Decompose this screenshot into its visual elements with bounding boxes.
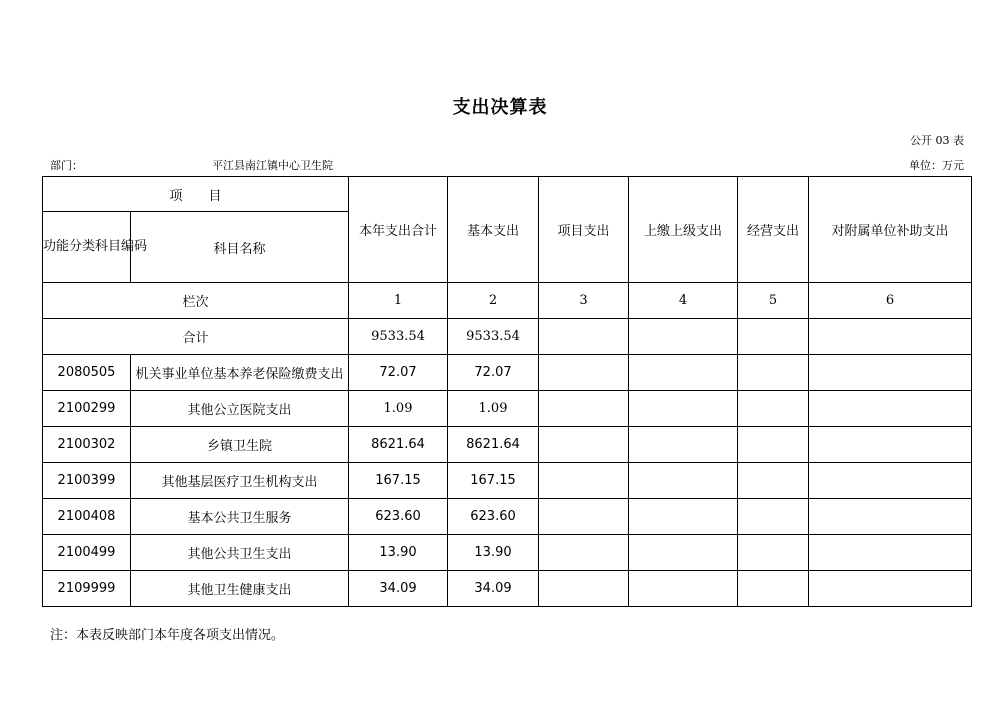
cell-value: 13.90 <box>349 535 448 571</box>
total-row <box>43 319 972 355</box>
cell-value <box>629 571 738 607</box>
func-code: 2080505 <box>43 355 131 391</box>
cell-value <box>738 463 809 499</box>
subject-name: 基本公共卫生服务 <box>131 499 349 535</box>
total-value <box>629 319 738 355</box>
subject-name: 其他卫生健康支出 <box>131 571 349 607</box>
cell-value <box>539 355 629 391</box>
total-label: 合计 <box>43 319 349 355</box>
cell-value <box>629 463 738 499</box>
header-func-code: 功能分类科目编码 <box>43 212 131 283</box>
subject-name: 其他公共卫生支出 <box>131 535 349 571</box>
header-col-4: 上缴上级支出 <box>629 177 738 283</box>
func-code: 2100408 <box>43 499 131 535</box>
lanci-number: 4 <box>629 283 738 319</box>
cell-value <box>629 391 738 427</box>
cell-value <box>738 391 809 427</box>
header-subject-name: 科目名称 <box>131 212 349 283</box>
cell-value: 167.15 <box>448 463 539 499</box>
table-row <box>43 571 972 607</box>
cell-value <box>539 427 629 463</box>
lanci-number: 1 <box>349 283 448 319</box>
func-code: 2100299 <box>43 391 131 427</box>
total-value <box>809 319 972 355</box>
cell-value: 167.15 <box>349 463 448 499</box>
func-code: 2100399 <box>43 463 131 499</box>
total-value <box>539 319 629 355</box>
cell-value: 1.09 <box>349 391 448 427</box>
cell-value <box>809 571 972 607</box>
expenditure-table <box>42 176 972 607</box>
cell-value: 72.07 <box>349 355 448 391</box>
table-row <box>43 463 972 499</box>
cell-value: 8621.64 <box>349 427 448 463</box>
header-item: 项 目 <box>43 177 349 212</box>
cell-value <box>539 535 629 571</box>
cell-value <box>539 391 629 427</box>
cell-value: 72.07 <box>448 355 539 391</box>
func-code: 2109999 <box>43 571 131 607</box>
cell-value: 34.09 <box>349 571 448 607</box>
cell-value <box>809 535 972 571</box>
cell-value <box>738 355 809 391</box>
cell-value <box>629 535 738 571</box>
cell-value <box>809 355 972 391</box>
lanci-label: 栏次 <box>43 283 349 319</box>
header-col-6: 对附属单位补助支出 <box>809 177 972 283</box>
department-label: 部门： <box>50 159 83 172</box>
cell-value: 8621.64 <box>448 427 539 463</box>
total-value: 9533.54 <box>349 319 448 355</box>
header-col-3: 项目支出 <box>539 177 629 283</box>
unit-label: 单位：万元 <box>909 159 964 172</box>
subject-name: 乡镇卫生院 <box>131 427 349 463</box>
cell-value <box>809 427 972 463</box>
table-note: 注：本表反映部门本年度各项支出情况。 <box>50 628 285 643</box>
cell-value <box>809 463 972 499</box>
table-row <box>43 391 972 427</box>
subject-name: 机关事业单位基本养老保险缴费支出 <box>131 355 349 391</box>
lanci-number: 2 <box>448 283 539 319</box>
cell-value <box>539 499 629 535</box>
total-value: 9533.54 <box>448 319 539 355</box>
page-title: 支出决算表 <box>452 97 548 118</box>
cell-value <box>738 427 809 463</box>
table-row <box>43 535 972 571</box>
cell-value <box>539 571 629 607</box>
cell-value <box>738 535 809 571</box>
lanci-number: 5 <box>738 283 809 319</box>
table-row <box>43 427 972 463</box>
header-col-1: 本年支出合计 <box>349 177 448 283</box>
cell-value <box>629 355 738 391</box>
cell-value <box>738 499 809 535</box>
header-col-5: 经营支出 <box>738 177 809 283</box>
cell-value <box>629 427 738 463</box>
subject-name: 其他公立医院支出 <box>131 391 349 427</box>
cell-value: 623.60 <box>448 499 539 535</box>
cell-value: 34.09 <box>448 571 539 607</box>
table-row <box>43 499 972 535</box>
table-row <box>43 355 972 391</box>
cell-value: 13.90 <box>448 535 539 571</box>
department-name: 平江县南江镇中心卫生院 <box>212 159 333 172</box>
total-value <box>738 319 809 355</box>
column-number-row <box>43 283 972 319</box>
cell-value <box>539 463 629 499</box>
header-col-2: 基本支出 <box>448 177 539 283</box>
lanci-number: 3 <box>539 283 629 319</box>
cell-value: 623.60 <box>349 499 448 535</box>
cell-value <box>738 571 809 607</box>
cell-value <box>809 499 972 535</box>
cell-value <box>629 499 738 535</box>
func-code: 2100302 <box>43 427 131 463</box>
func-code: 2100499 <box>43 535 131 571</box>
cell-value <box>809 391 972 427</box>
subject-name: 其他基层医疗卫生机构支出 <box>131 463 349 499</box>
lanci-number: 6 <box>809 283 972 319</box>
cell-value: 1.09 <box>448 391 539 427</box>
form-code: 公开 03 表 <box>910 134 964 147</box>
